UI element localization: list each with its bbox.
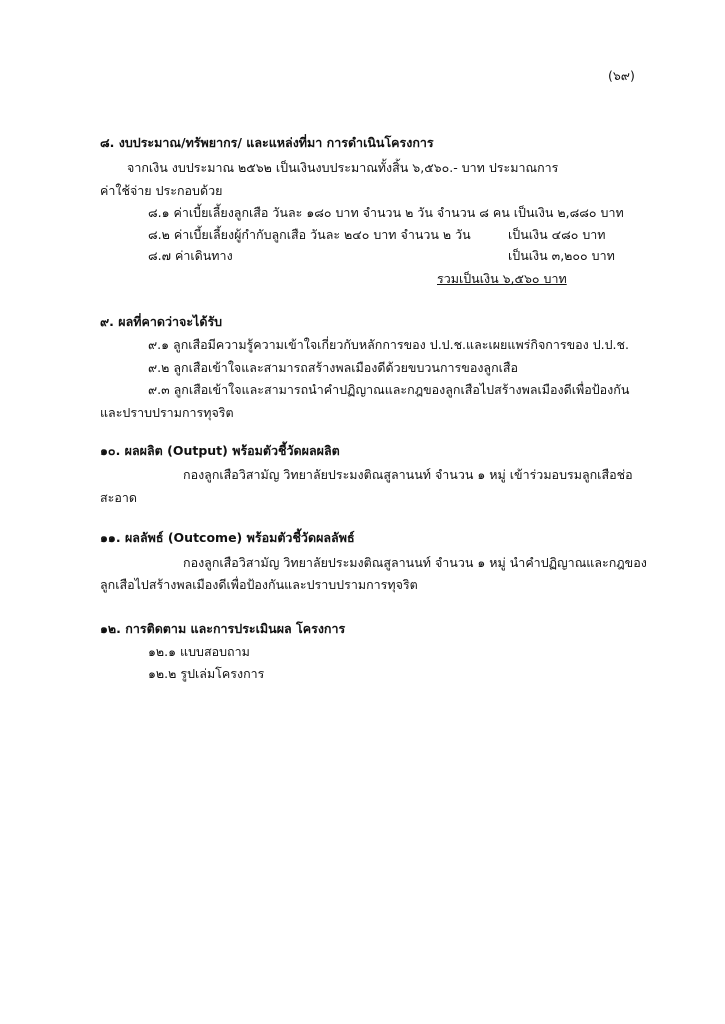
expected-result-item: ๙.๑ ลูกเสือมีความรู้ความเข้าใจเกี่ยวกับหลักการของ ป.ป.ช.และเผยแพร่กิจการของ ป.ป.ช. xyxy=(148,337,629,352)
section-9-heading: ๙. ผลที่คาดว่าจะได้รับ xyxy=(100,314,223,329)
budget-item: ๘.๒ ค่าเบี้ยเลี้ยงผู้กำกับลูกเสือ วันละ ๒๔๐ บาท จำนวน ๒ วัน xyxy=(148,227,471,242)
section-10-heading: ๑๐. ผลผลิต (Output) พร้อมตัวชี้วัดผลผลิต xyxy=(100,443,340,458)
budget-item-amount: เป็นเงิน ๓,๒๐๐ บาท xyxy=(508,248,615,263)
evaluation-item: ๑๒.๑ แบบสอบถาม xyxy=(148,644,250,659)
expected-result-continuation: และปราบปรามการทุจริต xyxy=(100,405,234,420)
budget-item-amount: เป็นเงิน ๔๘๐ บาท xyxy=(508,227,606,242)
budget-total: รวมเป็นเงิน ๖,๕๖๐ บาท xyxy=(437,271,567,286)
page-number: (๖๙) xyxy=(608,68,635,83)
expected-result-item: ๙.๒ ลูกเสือเข้าใจและสามารถสร้างพลเมืองดีด้วยขบวนการของลูกเสือ xyxy=(148,360,519,375)
section-8-heading: ๘. งบประมาณ/ทรัพยากร/ และแหล่งที่มา การดำเนินโครงการ xyxy=(100,135,434,150)
evaluation-item: ๑๒.๒ รูปเล่มโครงการ xyxy=(148,666,265,681)
section-8-intro-line-2: ค่าใช้จ่าย ประกอบด้วย xyxy=(100,183,223,198)
budget-item: ๘.๗ ค่าเดินทาง xyxy=(148,248,233,263)
expected-result-item: ๙.๓ ลูกเสือเข้าใจและสามารถนำคำปฏิญาณและกฎของลูกเสือไปสร้างพลเมืองดีเพื่อป้องกัน xyxy=(148,382,630,397)
section-11-line-2: ลูกเสือไปสร้างพลเมืองดีเพื่อป้องกันและปราบปรามการทุจริต xyxy=(100,577,418,592)
section-12-heading: ๑๒. การติดตาม และการประเมินผล โครงการ xyxy=(100,621,346,636)
section-11-line-1: กองลูกเสือวิสามัญ วิทยาลัยประมงติณสูลานนท์ จำนวน ๑ หมู่ นำคำปฏิญาณและกฎของ xyxy=(183,555,647,570)
section-11-heading: ๑๑. ผลลัพธ์ (Outcome) พร้อมตัวชี้วัดผลลัพธ์ xyxy=(100,530,355,545)
section-8-intro-line-1: จากเงิน งบประมาณ ๒๕๖๒ เป็นเงินงบประมาณทั้งสิ้น ๖,๕๖๐.- บาท ประมาณการ xyxy=(127,160,559,175)
budget-item: ๘.๑ ค่าเบี้ยเลี้ยงลูกเสือ วันละ ๑๘๐ บาท จำนวน ๒ วัน จำนวน ๘ คน เป็นเงิน ๒,๘๘๐ บาท xyxy=(148,205,624,220)
section-10-line-2: สะอาด xyxy=(100,490,137,505)
section-10-line-1: กองลูกเสือวิสามัญ วิทยาลัยประมงติณสูลานนท์ จำนวน ๑ หมู่ เข้าร่วมอบรมลูกเสือช่อ xyxy=(183,467,633,482)
